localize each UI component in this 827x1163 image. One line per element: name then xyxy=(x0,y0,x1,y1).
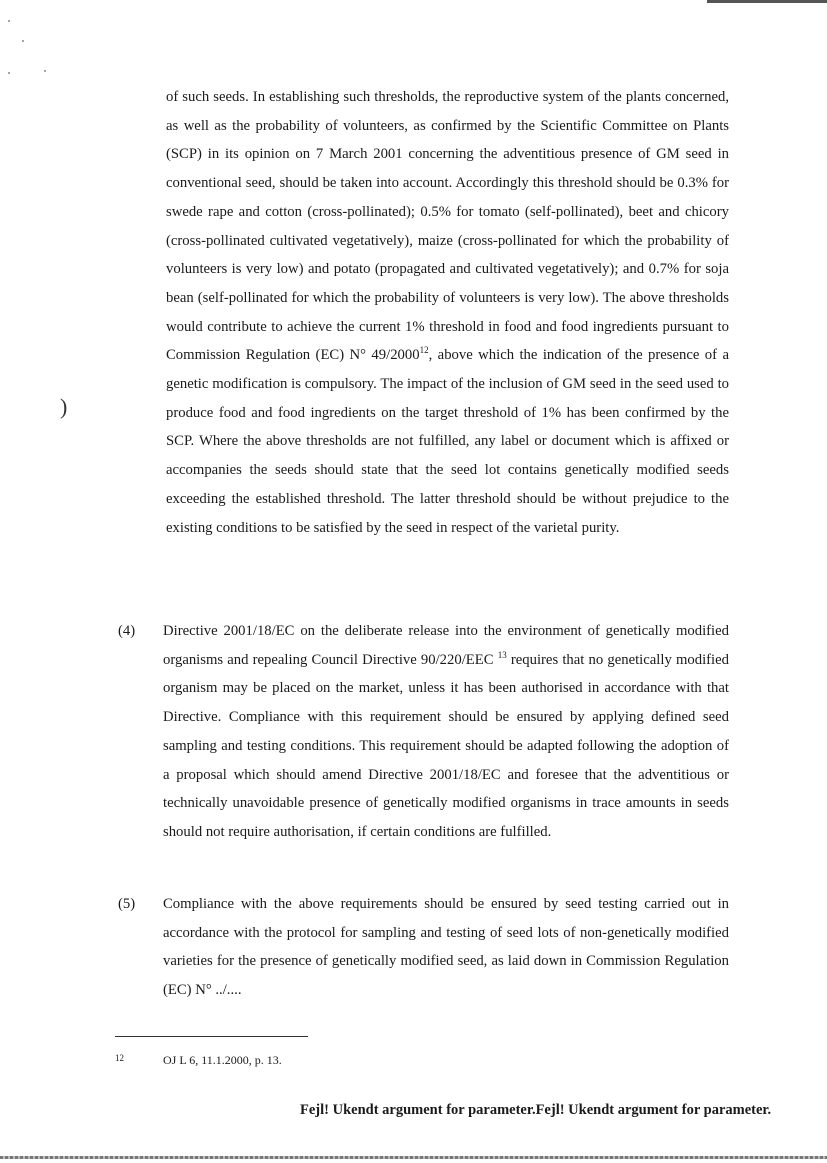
paragraph-5-text: Compliance with the above requirements should be ensured by seed testing carried out in accordance with the protocol for sampling and testing of seed lots of non-genetically modified varieties for the presence of genetically modified seed, as laid down in Commission Regulation (EC) N° ../.... xyxy=(163,896,729,999)
paragraph-4-text-a: Directive 2001/18/EC on the deliberate release into the environment of genetically modified organisms and repealing Council Directive 90/220/EEC xyxy=(163,623,729,668)
paragraph-number: (5) xyxy=(118,896,136,912)
page-top-rule xyxy=(707,0,827,3)
paragraph-5 xyxy=(118,890,729,1005)
scan-dot xyxy=(22,40,24,42)
footer-field-error: Fejl! Ukendt argument for parameter.Fejl! Ukendt argument for parameter. xyxy=(300,1102,772,1118)
footnote-ref-12[interactable]: 12 xyxy=(419,345,429,356)
scan-dot xyxy=(8,20,10,22)
paragraph-4-text xyxy=(163,617,729,847)
paragraph-4-text-b: requires that no genetically modified organism may be placed on the market, unless it has been authorised in accordance with that Directive. Compliance with this requirement should be ensured by applying defined seed sampling and testing conditions. This requirement should be adapted following the adoption of a proposal which should amend Directive 2001/18/EC and foresee that the adventitious or technically unavoidable presence of genetically modified organisms in trace amounts in seeds should not require authorisation, if certain conditions are fulfilled. xyxy=(163,651,729,840)
paragraph-intro-text-a: of such seeds. In establishing such thresholds, the reproductive system of the plants concerned, as well as the probability of volunteers, as confirmed by the Scientific Committee on Plants (SCP) in its opinion on 7 March 2001 concerning the adventitious presence of GM seed in conventional seed, should be taken into account. Accordingly this threshold should be 0.3% for swede rape and cotton (cross-pollinated); 0.5% for tomato (self-pollinated), beet and chicory (cross-pollinated cultivated vegetatively), maize (cross-pollinated for which the probability of volunteers is very low) and potato (propagated and cultivated vegetatively); and 0.7% for soja bean (self-pollinated for which the probability of volunteers is very low). The above thresholds would contribute to achieve the current 1% threshold in food and food ingredients pursuant to Commission Regulation (EC) N° 49/2000 xyxy=(166,89,729,364)
paragraph-intro xyxy=(166,83,729,542)
footnote-12 xyxy=(115,1052,282,1068)
footnote-separator xyxy=(115,1036,308,1037)
footnote-number: 12 xyxy=(115,1053,124,1063)
paragraph-number: (4) xyxy=(118,623,136,639)
bottom-rule xyxy=(0,1156,827,1159)
paragraph-intro-text-b: , above which the indication of the presence of a genetic modification is compulsory. The impact of the inclusion of GM seed in the seed used to produce food and food ingredients on the target threshold of 1% has been confirmed by the SCP. Where the above thresholds are not fulfilled, any label or document which is affixed or accompanies the seeds should state that the seed lot contains genetically modified seeds exceeding the established threshold. The latter threshold should be without prejudice to the existing conditions to be satisfied by the seed in respect of the varietal purity. xyxy=(166,347,729,536)
footnote-ref-13[interactable]: 13 xyxy=(497,649,507,660)
scan-bracket-mark: ) xyxy=(60,394,68,419)
footnote-text: OJ L 6, 11.1.2000, p. 13. xyxy=(163,1053,282,1067)
scan-dot xyxy=(8,72,10,74)
paragraph-4 xyxy=(118,617,729,847)
scan-dot xyxy=(44,70,46,72)
